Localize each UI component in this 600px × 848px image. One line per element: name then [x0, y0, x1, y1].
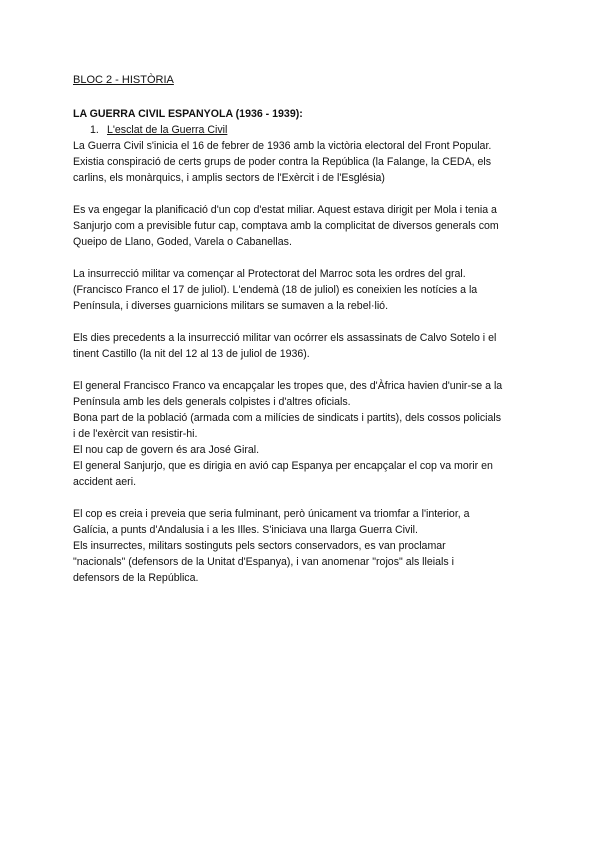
- text-line: Els insurrectes, militars sostinguts pels sectors conservadors, es van proclamar: [73, 540, 446, 552]
- text-line: Es va engegar la planificació d'un cop d'estat miliar. Aquest estava dirigit per Mola i tenia a: [73, 204, 497, 216]
- text-line: Península amb les dels generals colpistes i d'altres oficials.: [73, 396, 351, 408]
- document-header: BLOC 2 - HISTÒRIA: [73, 74, 174, 86]
- text-line: carlins, els monàrquics, i amplis sectors de l'Exèrcit i de l'Església): [73, 172, 385, 184]
- text-line: Sanjurjo com a previsible futur cap, comptava amb la complicitat de diversos generals com: [73, 220, 499, 232]
- paragraph-5: [73, 378, 533, 490]
- text-line: Bona part de la població (armada com a milícies de sindicats i partits), dels cossos policials: [73, 412, 502, 424]
- paragraph-1: [73, 138, 533, 186]
- text-line: (Francisco Franco el 17 de juliol). L'endemà (18 de juliol) es coneixien les notícies a la: [73, 284, 478, 296]
- text-line: defensors de la República.: [73, 572, 199, 584]
- text-line: Existia conspiració de certs grups de poder contra la República (la Falange, la CEDA, els: [73, 156, 492, 168]
- document-page: [73, 72, 533, 586]
- text-line: Queipo de Llano, Goded, Varela o Cabanellas.: [73, 236, 292, 248]
- subsection-number: 1.: [90, 124, 99, 136]
- subsection-list: [73, 122, 533, 138]
- text-line: El general Francisco Franco va encapçalar les tropes que, des d'Àfrica havien d'unir-se a la: [73, 380, 503, 392]
- text-line: El cop es creia i preveia que seria fulminant, però únicament va triomfar a l'interior, a: [73, 508, 470, 520]
- subsection-item: [90, 122, 533, 138]
- text-line: La Guerra Civil s'inicia el 16 de febrer de 1936 amb la victòria electoral del Front Popular.: [73, 140, 492, 152]
- text-line: El nou cap de govern és ara José Giral.: [73, 444, 260, 456]
- text-line: "nacionals" (defensors de la Unitat d'Espanya), i van anomenar "rojos" als lleials i: [73, 556, 454, 568]
- text-line: accident aeri.: [73, 476, 137, 488]
- text-line: El general Sanjurjo, que es dirigia en avió cap Espanya per encapçalar el cop va morir en: [73, 460, 493, 472]
- paragraph-2: [73, 202, 533, 250]
- text-line: Península, i diverses guarnicions militars se sumaven a la rebel·lió.: [73, 300, 389, 312]
- text-line: tinent Castillo (la nit del 12 al 13 de juliol de 1936).: [73, 348, 310, 360]
- section-title: LA GUERRA CIVIL ESPANYOLA (1936 - 1939):: [73, 108, 303, 120]
- text-line: La insurrecció militar va començar al Protectorat del Marroc sota les ordres del gral.: [73, 268, 466, 280]
- paragraph-6: [73, 506, 533, 586]
- paragraph-4: [73, 330, 533, 362]
- text-line: i de l'exèrcit van resistir-hi.: [73, 428, 198, 440]
- subsection-title: L'esclat de la Guerra Civil: [107, 124, 228, 136]
- paragraph-3: [73, 266, 533, 314]
- text-line: Els dies precedents a la insurrecció militar van ocórrer els assassinats de Calvo Sotelo i el: [73, 332, 497, 344]
- text-line: Galícia, a punts d'Andalusia i a les Illes. S'iniciava una llarga Guerra Civil.: [73, 524, 418, 536]
